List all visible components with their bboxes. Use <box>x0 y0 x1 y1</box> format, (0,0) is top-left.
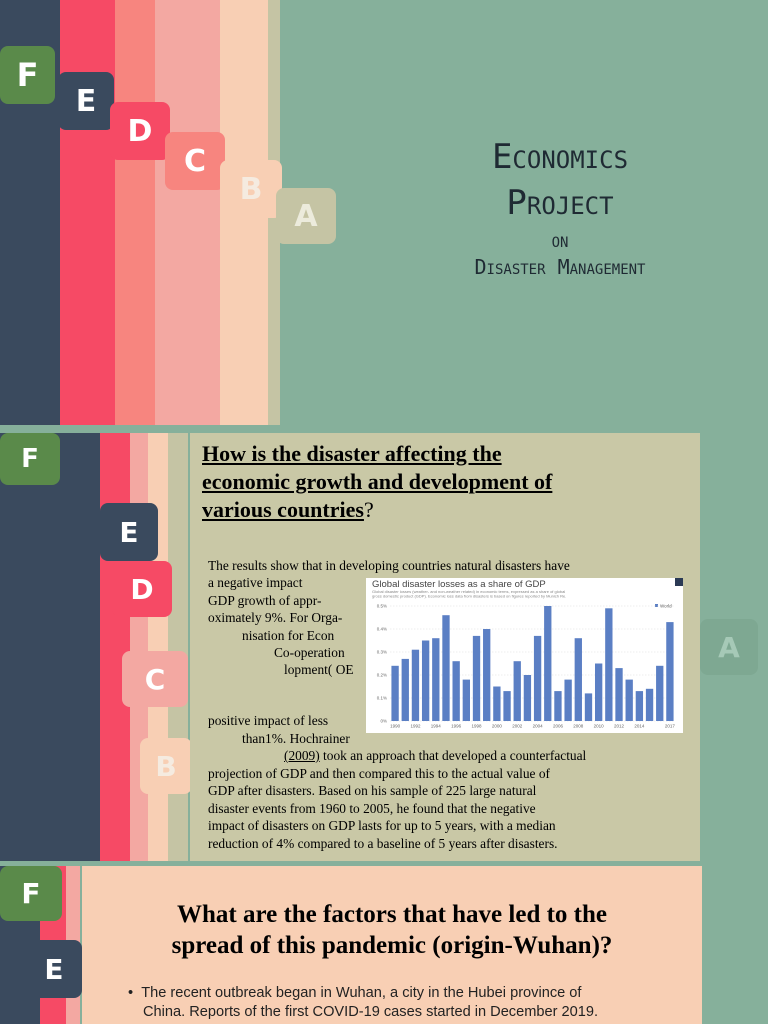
chart-badge <box>675 578 683 586</box>
content-panel <box>82 866 702 1024</box>
band-b <box>148 433 168 861</box>
bullet-dot: • <box>128 985 134 1001</box>
bar <box>493 687 500 722</box>
x-tick-label: 1996 <box>451 723 462 729</box>
tab-f[interactable]: F <box>0 46 55 104</box>
bar <box>564 680 571 721</box>
x-tick-label: 1994 <box>430 723 441 729</box>
band-d <box>115 0 155 425</box>
bar <box>615 668 622 721</box>
x-tick-label: 2010 <box>593 723 604 729</box>
x-tick-label: 2017 <box>664 723 675 729</box>
body-line: lopment( OE <box>284 662 354 677</box>
body-line: nisation for Econ <box>242 628 335 643</box>
chart-title: Global disaster losses as a share of GDP <box>372 579 546 590</box>
bar <box>544 606 551 721</box>
bar <box>422 641 429 722</box>
x-tick-label: 1992 <box>410 723 421 729</box>
bar <box>636 691 643 721</box>
x-tick-label: 1998 <box>471 723 482 729</box>
x-tick-label: 2000 <box>491 723 502 729</box>
bullet-line-2: China. Reports of the first COVID-19 cases started in December 2019. <box>143 1004 599 1020</box>
title-on: on <box>551 228 569 252</box>
bar <box>432 638 439 721</box>
tab-b[interactable]: B <box>140 738 192 794</box>
bar <box>402 659 409 721</box>
tab-b[interactable]: B <box>220 160 282 218</box>
y-tick-label: 0.2% <box>376 672 387 678</box>
heading-line-2: economic growth and development of <box>202 469 553 494</box>
x-tick-label: 2014 <box>634 723 645 729</box>
heading-line-2: spread of this pandemic (origin-Wuhan)? <box>171 932 613 959</box>
x-tick-label: 2002 <box>512 723 523 729</box>
x-tick-label: 2004 <box>532 723 543 729</box>
citation-link[interactable]: (2009) <box>284 748 320 763</box>
title-line-2: Project <box>506 183 614 223</box>
tab-e[interactable]: E <box>100 503 158 561</box>
heading-question-mark: ? <box>363 497 374 522</box>
bar <box>463 680 470 721</box>
body-line: GDP growth of appr- <box>208 593 322 608</box>
bar <box>626 680 633 721</box>
bar <box>524 675 531 721</box>
body-line: than1%. Hochrainer <box>242 731 350 746</box>
band-a <box>168 433 188 861</box>
y-tick-label: 0% <box>380 718 387 724</box>
body-line: impact of disasters on GDP lasts for up to 5 years, with a median <box>208 818 556 833</box>
legend-label: World <box>660 603 672 609</box>
x-tick-label: 2008 <box>573 723 584 729</box>
title-slide <box>0 0 768 425</box>
y-tick-label: 0.3% <box>376 649 387 655</box>
bar <box>534 636 541 721</box>
body-line: took an approach that developed a counterfactual <box>319 748 587 763</box>
bar <box>605 608 612 721</box>
pandemic-slide <box>0 866 768 1024</box>
tab-e[interactable]: E <box>26 940 82 998</box>
band-d <box>118 433 130 861</box>
bar <box>391 666 398 721</box>
bullet-line-1: The recent outbreak began in Wuhan, a city in the Hubei province of <box>141 985 582 1001</box>
body-line: positive impact of less <box>208 713 329 728</box>
bar <box>514 661 521 721</box>
content-panel <box>190 433 700 861</box>
body-line: projection of GDP and then compared this to the actual value of <box>208 766 550 781</box>
disaster-economy-slide <box>0 433 768 861</box>
subtitle: Disaster Management <box>474 255 646 279</box>
band-c <box>130 433 148 861</box>
bar <box>575 638 582 721</box>
tab-d[interactable]: D <box>112 561 172 617</box>
tab-e[interactable]: E <box>58 72 114 130</box>
body-line: GDP after disasters. Based on his sample of 225 large natural <box>208 783 537 798</box>
bar <box>666 622 673 721</box>
bar <box>585 693 592 721</box>
heading-line-1: How is the disaster affecting the <box>202 441 502 466</box>
bar <box>442 615 449 721</box>
body-line: reduction of 4% compared to a baseline of 5 years after disasters. <box>208 836 558 851</box>
band-f <box>0 433 100 861</box>
tab-c[interactable]: C <box>122 651 188 707</box>
bar <box>483 629 490 721</box>
legend-swatch <box>655 604 658 607</box>
bar <box>554 691 561 721</box>
x-tick-label: 2012 <box>614 723 625 729</box>
band-c <box>155 0 220 425</box>
y-tick-label: 0.4% <box>376 626 387 632</box>
body-line: disaster events from 1960 to 2005, he found that the negative <box>208 801 536 816</box>
tab-f[interactable]: F <box>0 433 60 485</box>
bar <box>646 689 653 721</box>
body-line: oximately 9%. For Orga- <box>208 610 343 625</box>
bar <box>452 661 459 721</box>
bar <box>503 691 510 721</box>
body-line: Co-operation <box>274 645 345 660</box>
y-tick-label: 0.1% <box>376 695 387 701</box>
body-line: The results show that in developing countries natural disasters have <box>208 558 570 573</box>
tab-d[interactable]: D <box>110 102 170 160</box>
x-tick-label: 2006 <box>552 723 563 729</box>
body-line: a negative impact <box>208 575 303 590</box>
bar <box>595 664 602 722</box>
disaster-losses-chart <box>366 578 683 733</box>
x-tick-label: 1990 <box>390 723 401 729</box>
tab-a[interactable]: A <box>276 188 336 244</box>
bar <box>473 636 480 721</box>
chart-subtitle: Global disaster losses (weather- and non-weather related) in economic terms, expressed as a share of global gross domestic product (GDP). Economic loss data from disasters is based on figures reported by Munich Re. <box>372 589 567 599</box>
band-e <box>100 433 118 861</box>
bar <box>412 650 419 721</box>
tab-f[interactable]: F <box>0 866 62 921</box>
band-e <box>60 0 115 425</box>
tab-a[interactable]: A <box>700 619 758 675</box>
y-tick-label: 0.5% <box>376 603 387 609</box>
bar <box>656 666 663 721</box>
heading-line-3: various countries <box>202 497 364 522</box>
heading-line-1: What are the factors that have led to the <box>176 901 608 928</box>
tab-c[interactable]: C <box>165 132 225 190</box>
title-line-1: Economics <box>491 137 629 177</box>
